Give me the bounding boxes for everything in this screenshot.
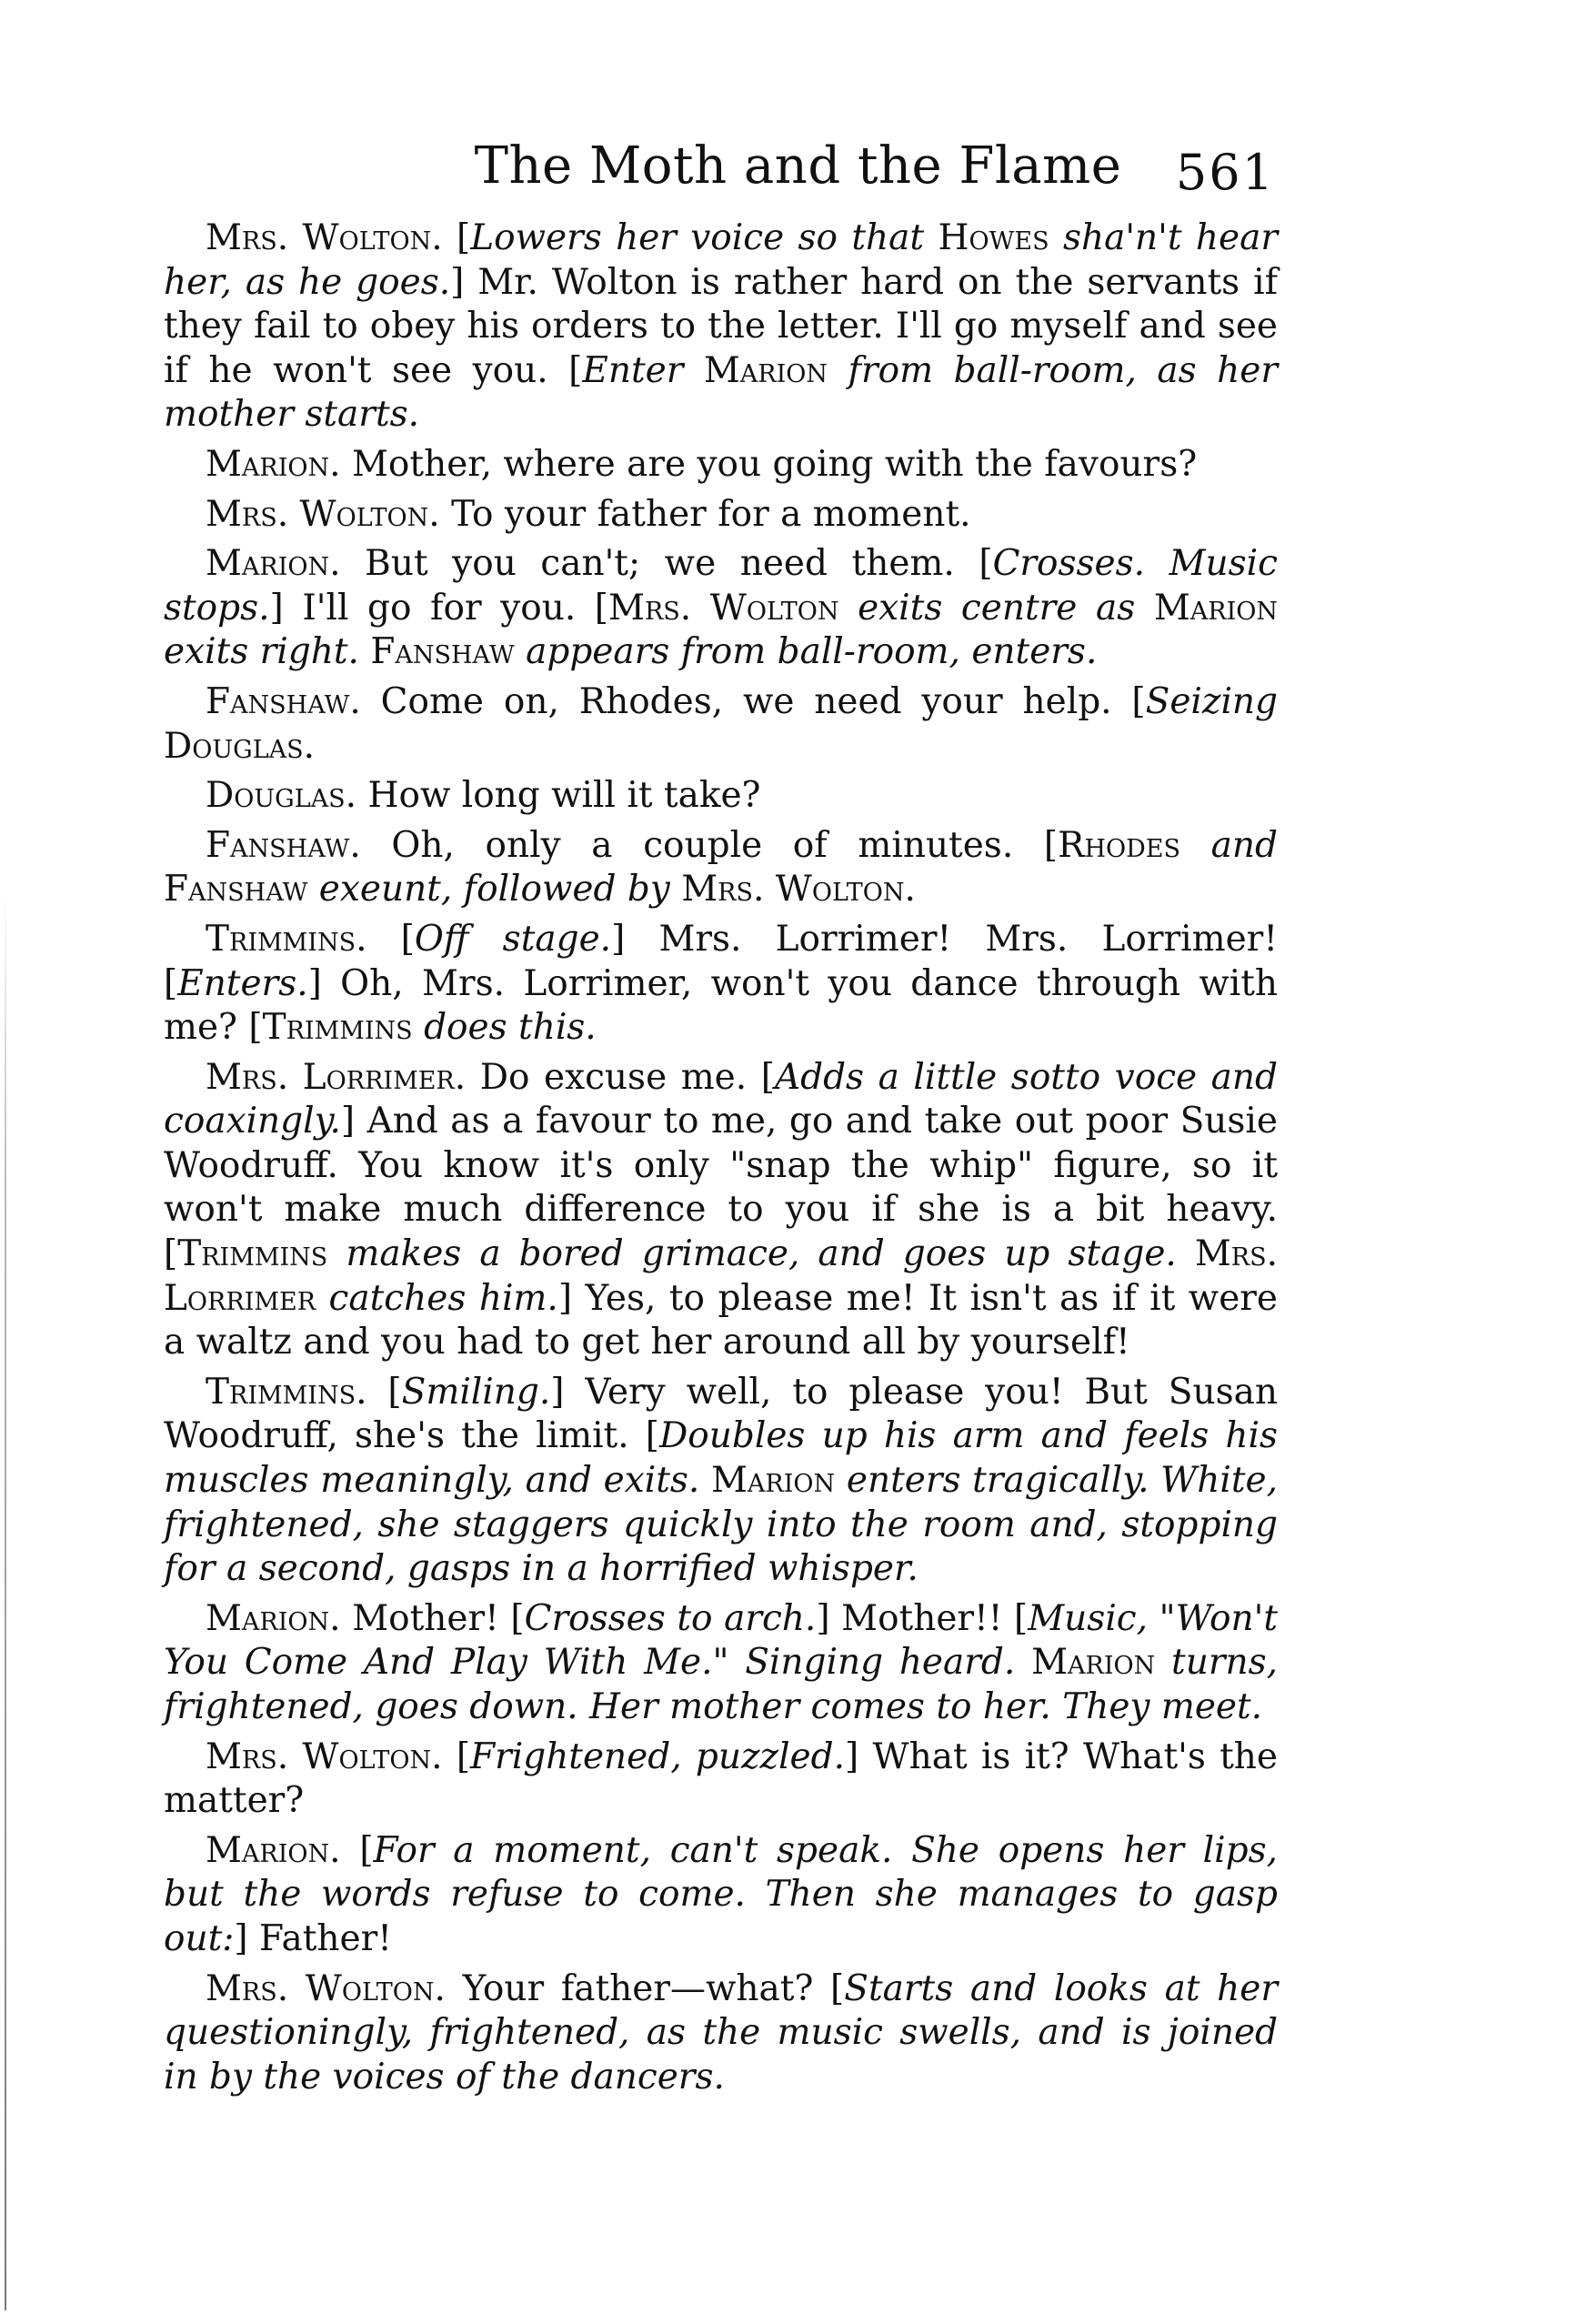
dialogue-text [699, 1460, 711, 1501]
speaker-name: Marion. [206, 443, 341, 485]
stage-direction: and [1210, 824, 1278, 866]
stage-direction: Enter [582, 349, 684, 391]
dialogue-text [327, 1233, 346, 1274]
stage-direction: Crosses to arch. [524, 1597, 817, 1639]
speaker-name: Mrs. Lorrimer. [206, 1056, 467, 1098]
page-header [0, 136, 1596, 218]
speaker-name: Mrs. Lorrimer [164, 1233, 1278, 1319]
dialogue-paragraph [164, 493, 1278, 538]
speaker-name: Howes [938, 217, 1049, 258]
speaker-name: Marion [1031, 1642, 1156, 1684]
dialogue-paragraph [164, 1829, 1278, 1962]
stage-direction: Starts and looks at her questioningly, frightened, as the music swells, and is joined in by the voices of the dancers. [164, 1967, 1278, 2098]
dialogue-paragraph [164, 918, 1278, 1051]
speaker-name: Trimmins [177, 1233, 328, 1275]
page-number: 561 [1175, 144, 1275, 201]
dialogue-text: ] Mother!! [ [816, 1597, 1029, 1639]
speaker-name: Trimmins. [206, 918, 367, 960]
dialogue-paragraph [164, 216, 1278, 438]
dialogue-text [1049, 217, 1063, 258]
speaker-name: Fanshaw [370, 631, 515, 673]
dialogue-paragraph [164, 1056, 1278, 1365]
dialogue-paragraph [164, 1736, 1278, 1824]
dialogue-paragraph [164, 1967, 1278, 2100]
stage-direction: sha'n't hear her, as he goes. [164, 217, 1279, 303]
dialogue-text: ] And as a favour to me, go and take out poor Susie Woodruff. You know it's only "snap the whip" figure, so it won't make much difference to you if she is a bit heavy. [ [164, 1101, 1278, 1275]
dialogue-text: Your father—what? [ [445, 1967, 845, 2009]
dialogue-text [1015, 1642, 1031, 1683]
dialogue-paragraph [164, 1597, 1278, 1730]
speaker-name: Marion. [206, 1597, 341, 1639]
dialogue-text [316, 1278, 328, 1319]
dialogue-text [670, 869, 681, 910]
dialogue-text: ] What is it? What's the matter? [164, 1736, 1278, 1822]
dialogue-text [828, 350, 848, 391]
dialogue-text: How long will it take? [356, 775, 761, 817]
dialogue-text [413, 1007, 424, 1048]
dialogue-text: [ [442, 217, 471, 258]
dialogue-paragraph [164, 774, 1278, 819]
dialogue-text [1155, 1642, 1171, 1683]
stage-direction: turns, frightened, goes down. Her mother comes to her. They meet. [164, 1642, 1278, 1727]
dialogue-paragraph [164, 443, 1278, 488]
dialogue-text [924, 217, 938, 258]
speaker-name: Douglas. [164, 725, 316, 767]
dialogue-text: Do excuse me. [ [466, 1056, 775, 1098]
speaker-name: Marion. [206, 543, 341, 585]
speaker-name: Marion [710, 1460, 836, 1502]
stage-direction: Music, "Won't You Come And Play With Me." Singing heard. [164, 1597, 1279, 1684]
stage-direction: Enters. [177, 962, 308, 1004]
speaker-name: Mrs. Wolton. [681, 869, 916, 911]
dialogue-text: ] Mr. Wolton is rather hard on the servants if they fail to obey his orders to the letter. I'll go myself and see if he won't see you. [ [164, 261, 1278, 391]
dialogue-text: To your father for a moment. [439, 493, 971, 535]
speaker-name: Trimmins [262, 1007, 413, 1049]
speaker-name: Fanshaw [164, 869, 308, 911]
dialogue-text [359, 631, 370, 672]
dialogue-text [515, 631, 526, 672]
dialogue-text: ] Oh, Mrs. Lorrimer, won't you dance through with me? [ [164, 962, 1278, 1049]
stage-direction: Smiling. [401, 1371, 551, 1413]
dialogue-text: Mother, where are you going with the favours? [340, 443, 1198, 485]
stage-direction: catches him. [328, 1277, 558, 1319]
stage-direction: appears from ball-room, enters. [526, 631, 1098, 673]
dialogue-paragraph [164, 824, 1278, 912]
dialogue-paragraph [164, 542, 1278, 675]
speaker-name: Mrs. Wolton [608, 587, 839, 629]
dialogue-text: But you can't; we need them. [ [340, 543, 993, 585]
stage-direction: exits centre as [858, 587, 1136, 629]
speaker-name: Mrs. Wolton. [206, 493, 440, 535]
dialogue-text: ] I'll go for you. [ [269, 587, 609, 629]
dialogue-text: [ [442, 1736, 471, 1777]
dialogue-text [1180, 825, 1211, 866]
speaker-name: Marion. [206, 1829, 341, 1871]
stage-direction: makes a bored grimace, and goes up stage. [346, 1233, 1177, 1275]
dialogue-text [1135, 588, 1154, 629]
stage-direction: Doubles up his arm and feels his muscles meaningly, and exits. [164, 1415, 1278, 1502]
stage-direction: Lowers her voice so that [470, 217, 925, 258]
stage-direction: Off stage. [414, 918, 612, 960]
speaker-name: Mrs. Wolton. [206, 1967, 446, 2009]
stage-direction: Seizing [1145, 680, 1278, 722]
speaker-name: Rhodes [1058, 824, 1180, 866]
dialogue-text: ] Yes, to please me! It isn't as if it were a waltz and you had to get her around all by yourself! [164, 1277, 1278, 1363]
speaker-name: Mrs. Wolton. [206, 1736, 443, 1777]
dialogue-text [839, 588, 858, 629]
dialogue-text [683, 350, 704, 391]
stage-direction: For a moment, can't speak. She opens her lips, but the words refuse to come. Then she manages to gasp out: [164, 1829, 1278, 1959]
stage-direction: Adds a little sotto voce and coaxingly. [164, 1056, 1279, 1142]
speaker-name: Fanshaw. [206, 824, 361, 866]
speaker-name: Trimmins. [206, 1371, 367, 1413]
dialogue-text: Mother! [ [340, 1597, 525, 1639]
dialogue-text [1177, 1233, 1195, 1274]
speaker-name: Marion [703, 349, 828, 391]
stage-direction: does this. [424, 1007, 597, 1049]
stage-direction: exits right. [164, 631, 359, 673]
stage-direction: Crosses. Music stops. [164, 543, 1278, 629]
speaker-name: Douglas. [206, 775, 357, 817]
dialogue-text [835, 1460, 847, 1501]
dialogue-text: ] Mrs. Lorrimer! Mrs. Lorrimer! [ [164, 918, 1278, 1004]
dialogue-text: ] Very well, to please you! But Susan Woodruff, she's the limit. [ [164, 1371, 1278, 1457]
stage-direction: exeunt, followed by [318, 869, 670, 911]
dialogue-text [307, 869, 318, 910]
speaker-name: Mrs. Wolton. [206, 217, 443, 258]
dialogue-text: Come on, Rhodes, we need your help. [ [360, 680, 1146, 722]
dialogue-text: [ [366, 918, 415, 960]
stage-direction: enters tragically. White, frightened, she staggers quickly into the room and, stopping for a second, gasps in a horrified whisper. [164, 1460, 1278, 1590]
stage-direction: from ball-room, as her mother starts. [164, 349, 1278, 436]
dialogue-text: [ [340, 1829, 374, 1871]
stage-direction: Frightened, puzzled. [470, 1736, 845, 1777]
dialogue-text: [ [366, 1371, 402, 1413]
speaker-name: Fanshaw. [206, 680, 361, 722]
dialogue-paragraph [164, 1371, 1278, 1592]
dialogue-text: ] Father! [234, 1917, 392, 1959]
dialogue-text: Oh, only a couple of minutes. [ [360, 824, 1059, 866]
speaker-name: Marion [1153, 587, 1278, 629]
play-text [164, 216, 1278, 2105]
running-title: The Moth and the Flame [474, 136, 1122, 196]
page-gutter-shadow [5, 891, 6, 2310]
dialogue-paragraph [164, 680, 1278, 769]
